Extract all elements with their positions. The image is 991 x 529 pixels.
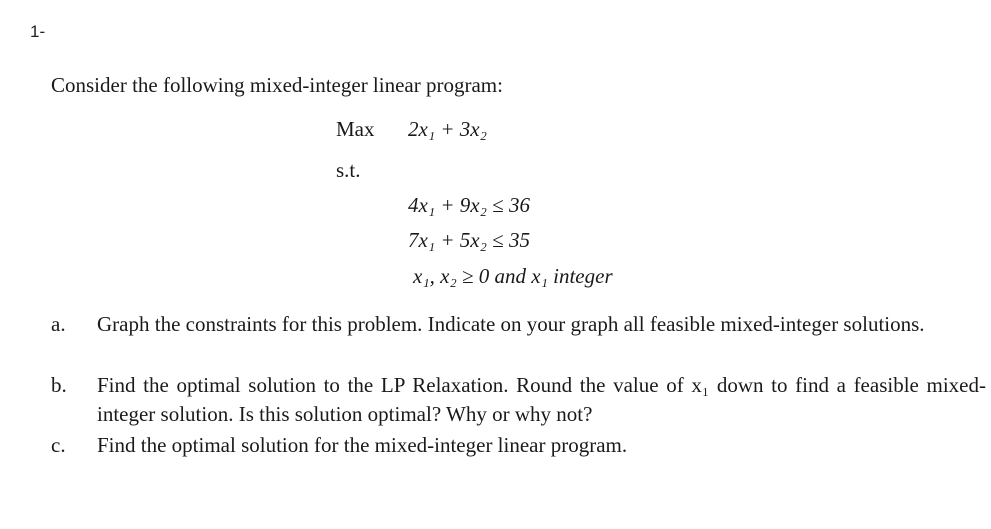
- objective-expression: 2x₁ + 3x₂: [408, 117, 487, 141]
- constraint-1: 4x₁ + 9x₂ ≤ 36: [408, 193, 530, 217]
- problem-intro: Consider the following mixed-integer linear program:: [51, 73, 503, 97]
- question-b: [51, 371, 986, 429]
- problem-number: 1-: [30, 22, 46, 41]
- constraint-2: 7x₁ + 5x₂ ≤ 35: [408, 228, 530, 252]
- question-c: [51, 431, 986, 460]
- constraint-3: x₁, x₂ ≥ 0 and x₁ integer: [413, 264, 613, 288]
- question-a: [51, 310, 986, 339]
- question-c-text: Find the optimal solution for the mixed-integer linear program.: [97, 433, 628, 457]
- question-b-label: b.: [51, 373, 67, 397]
- question-a-label: a.: [51, 312, 66, 336]
- objective-keyword: Max: [336, 117, 375, 141]
- question-a-text: Graph the constraints for this problem. Indicate on your graph all feasible mixed-integer solutions.: [97, 312, 925, 336]
- question-b-text: Find the optimal solution to the LP Relaxation. Round the value of x₁ down to find a feasible mixed-integer solution. Is this solution optimal? Why or why not?: [97, 373, 986, 426]
- subject-to-label: s.t.: [336, 158, 361, 182]
- question-c-label: c.: [51, 433, 66, 457]
- objective-function: [336, 117, 487, 142]
